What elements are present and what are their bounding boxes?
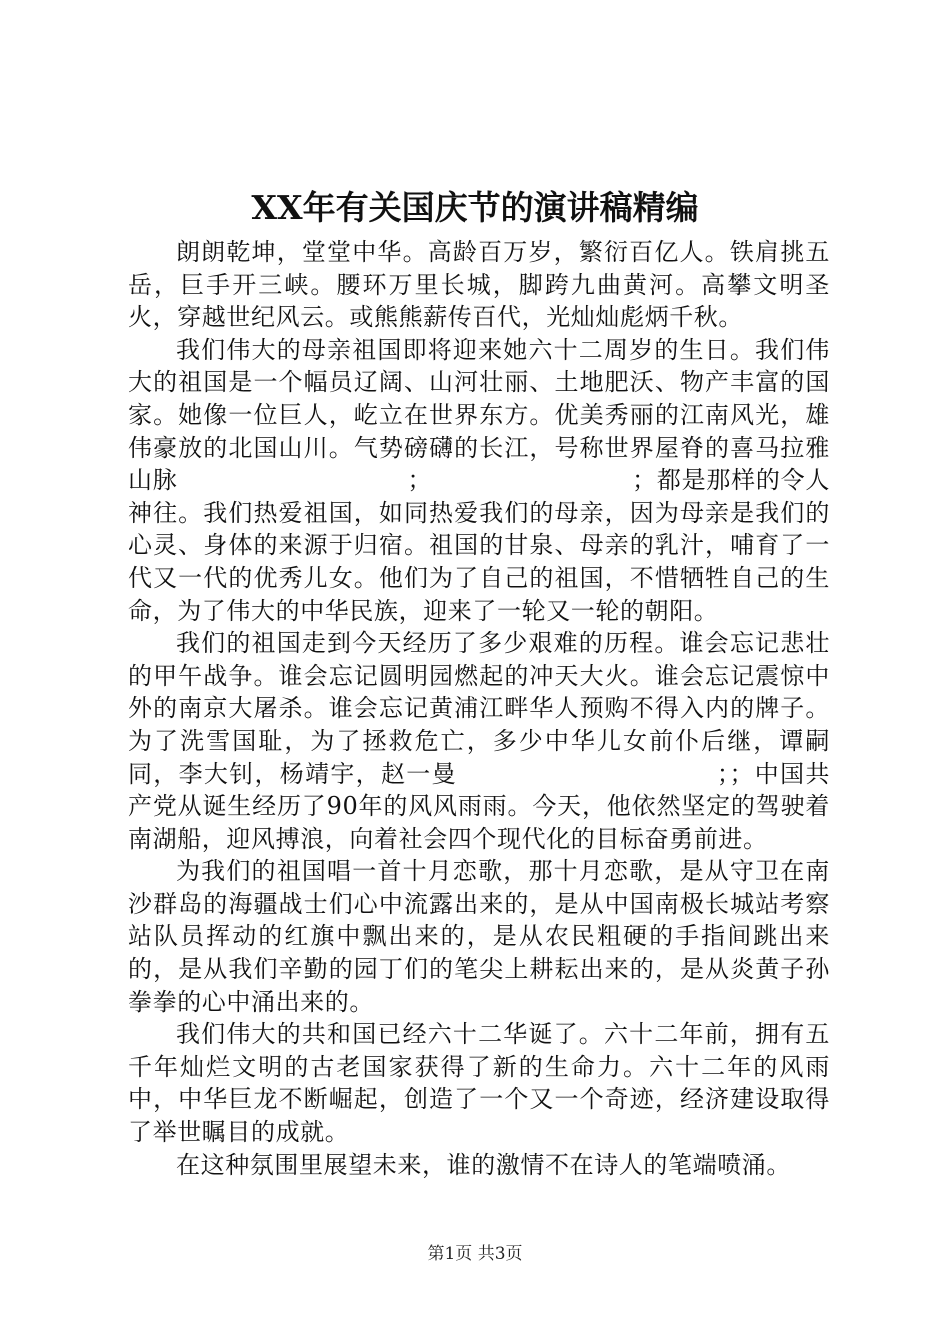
paragraph-6: 在这种氛围里展望未来，谁的激情不在诗人的笔端喷涌。 — [176, 1150, 791, 1179]
paragraph-2-continuation: ；都是那样的令人神往。我们热爱祖国，如同热爱我们的母亲，因为母亲是我们的心灵、身体的来源于归宿。祖国的甘泉、母亲的乳汁，哺育了一代又一代的优秀儿女。他们为了自己的祖国，不惜牺牲自己的生命，为了伟大的中华民族，迎来了一轮又一轮的朝阳。 — [128, 466, 830, 625]
semicolon-mark: ； — [407, 466, 433, 495]
semicolon-mark: ； — [716, 759, 730, 788]
page-footer: 第1页 共3页 — [427, 1244, 523, 1264]
paragraph-2-text: 我们伟大的母亲祖国即将迎来她六十二周岁的生日。我们伟大的祖国是一个幅员辽阔、山河壮丽、土地肥沃、物产丰富的国家。她像一位巨人，屹立在世界东方。优美秀丽的江南风光，雄伟豪放的北国山川。气势磅礴的长江，号称世界屋脊的喜马拉雅山脉 — [128, 335, 830, 495]
paragraph-3 — [128, 627, 830, 855]
paragraph-2 — [128, 334, 830, 627]
paragraph-3-continuation: ；中国共产党从诞生经历了90年的风风雨雨。今天，他依然坚定的驾驶着南湖船，迎风搏浪，向着社会四个现代化的目标奋勇前进。 — [128, 759, 830, 853]
document-title: XX年有关国庆节的演讲稿精编 — [251, 188, 699, 227]
paragraph-5: 我们伟大的共和国已经六十二华诞了。六十二年前，拥有五千年灿烂文明的古老国家获得了新的生命力。六十二年的风雨中，中华巨龙不断崛起，创造了一个又一个奇迹，经济建设取得了举世瞩目的成就。 — [128, 1020, 830, 1147]
paragraph-3-text: 我们的祖国走到今天经历了多少艰难的历程。谁会忘记悲壮的甲午战争。谁会忘记圆明园燃起的冲天大火。谁会忘记震惊中外的南京大屠杀。谁会忘记黄浦江畔华人预购不得入内的牌子。为了洗雪国耻，为了拯救危亡，多少中华儿女前仆后继，谭嗣同，李大钊，杨靖宇，赵一曼 — [128, 629, 830, 788]
paragraph-1: 朗朗乾坤，堂堂中华。高龄百万岁，繁衍百亿人。铁肩挑五岳，巨手开三峡。腰环万里长城，脚跨九曲黄河。高攀文明圣火，穿越世纪风云。或熊熊薪传百代，光灿灿彪炳千秋。 — [128, 238, 830, 332]
paragraph-4: 为我们的祖国唱一首十月恋歌，那十月恋歌，是从守卫在南沙群岛的海疆战士们心中流露出来的，是从中国南极长城站考察站队员挥动的红旗中飘出来的，是从农民粗硬的手指间跳出来的，是从我们辛勤的园丁们的笔尖上耕耘出来的，是从炎黄子孙拳拳的心中涌出来的。 — [128, 857, 830, 1016]
document-body — [128, 236, 830, 1181]
